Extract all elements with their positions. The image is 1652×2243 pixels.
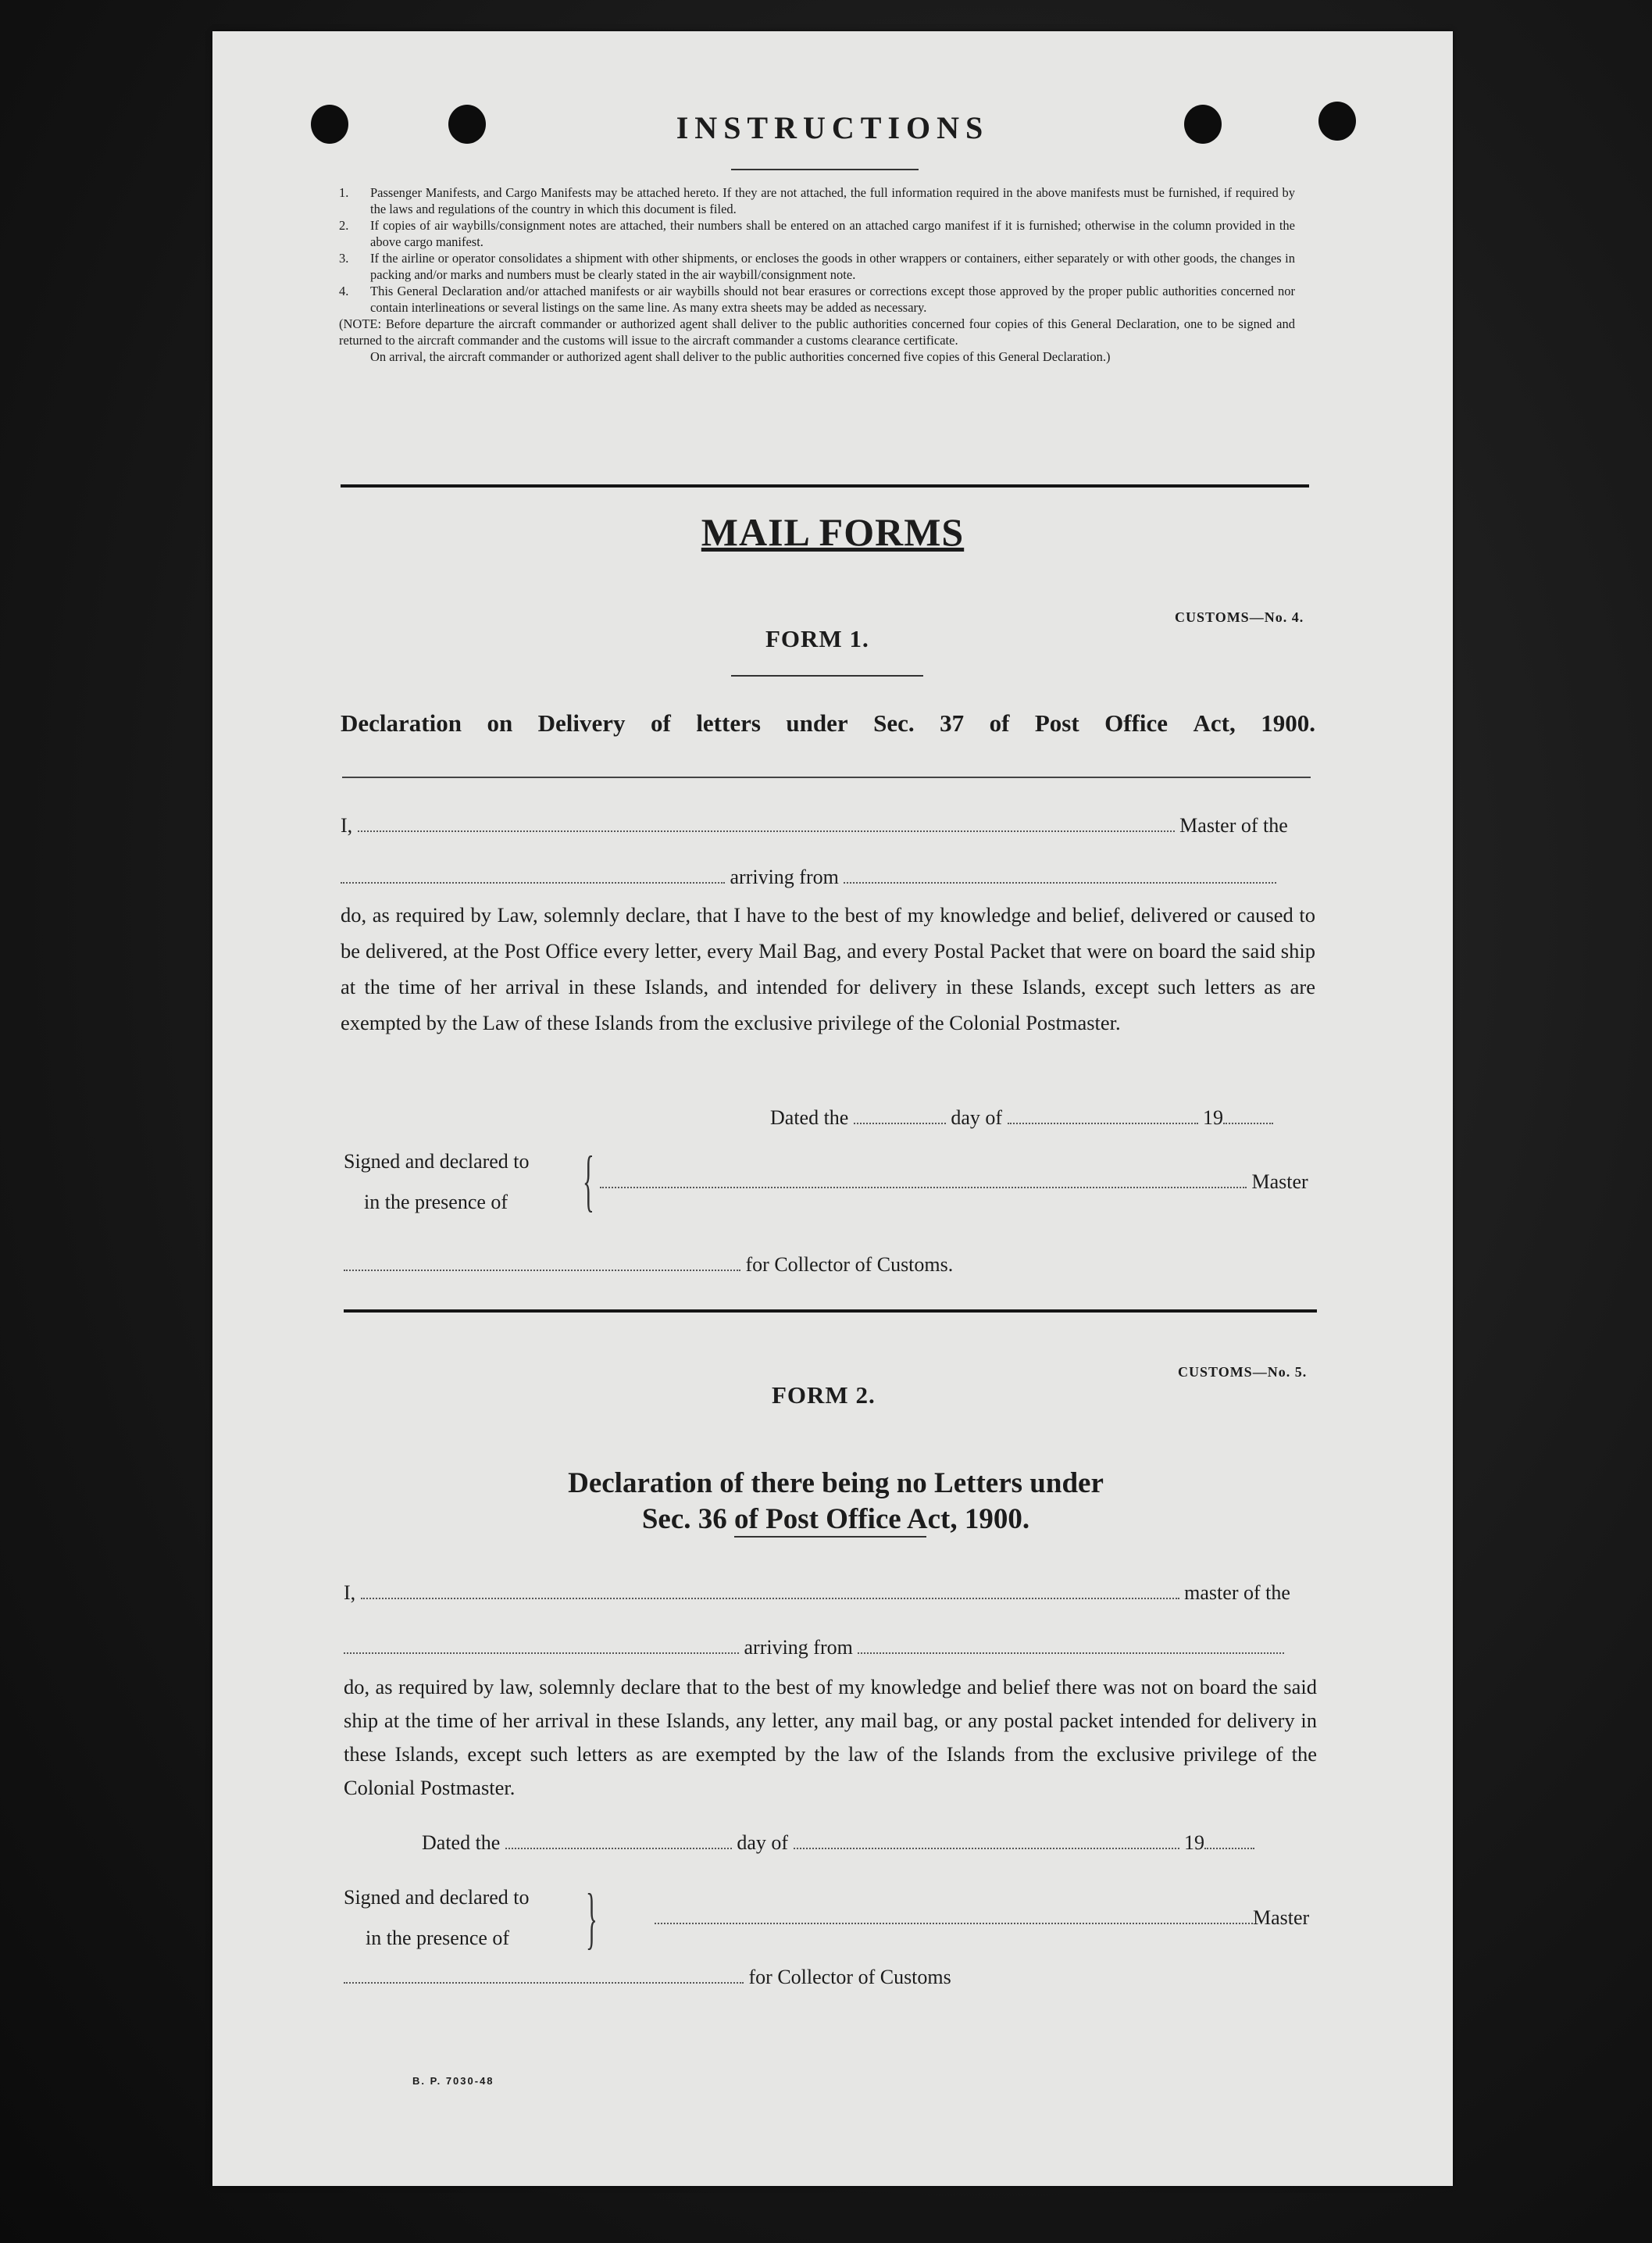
form1-date-field[interactable] bbox=[854, 1109, 946, 1124]
form2-customs-number: CUSTOMS—No. 5. bbox=[1178, 1364, 1308, 1380]
form1-name-field[interactable] bbox=[358, 816, 1175, 832]
form1-declaration-heading: Declaration on Delivery of letters under Sec. 37 of Post Office Act, 1900. bbox=[341, 709, 1315, 737]
form1-heading-rule bbox=[342, 777, 1311, 778]
document-page bbox=[212, 31, 1453, 2186]
form2-date-field[interactable] bbox=[505, 1834, 732, 1849]
form1-origin-field[interactable] bbox=[844, 868, 1276, 884]
form2-signed-label-1: Signed and declared to bbox=[344, 1886, 530, 1909]
form1-arriving-line: arriving from bbox=[341, 866, 1276, 889]
instructions-title: INSTRUCTIONS bbox=[676, 110, 990, 145]
form1-master-sign-line: Master bbox=[600, 1170, 1308, 1194]
printer-code: B. P. 7030-48 bbox=[412, 2075, 494, 2087]
mail-forms-title: MAIL FORMS bbox=[701, 510, 965, 554]
form2-arriving-line: arriving from bbox=[344, 1636, 1284, 1659]
form2-master-sign-line: Master bbox=[655, 1906, 1309, 1930]
form1-dated-line: Dated the day of 19 bbox=[770, 1106, 1273, 1130]
instruction-item: 1. Passenger Manifests, and Cargo Manifests may be attached hereto. If they are not attached, the full information required in the above manifests must be furnished, if required by the laws and regulations of the country in which this document is filed. bbox=[339, 185, 1295, 216]
form2-year-field[interactable] bbox=[1204, 1834, 1254, 1849]
form2-brace: } bbox=[586, 1880, 598, 1956]
instruction-item: 3. If the airline or operator consolidates a shipment with other shipments, or encloses the goods in other wrappers or containers, either separately or with other goods, the changes in packing and/or marks and numbers must be clearly stated in the air waybill/consignment note. bbox=[339, 251, 1295, 282]
form1-signed-label-2: in the presence of bbox=[364, 1191, 508, 1213]
form2-origin-field[interactable] bbox=[858, 1638, 1284, 1654]
form2-master-line: I, master of the bbox=[344, 1581, 1290, 1604]
form2-master-signature-field[interactable] bbox=[655, 1909, 1253, 1924]
form1-collector-line: for Collector of Customs. bbox=[344, 1253, 953, 1277]
form1-ship-field[interactable] bbox=[341, 868, 725, 884]
form1-month-field[interactable] bbox=[1008, 1109, 1198, 1124]
form1-body-text: do, as required by Law, solemnly declare, that I have to the best of my knowledge and belief, delivered or caused to be delivered, at the Post Office every letter, every Mail Bag, and every Postal Packet that were on board the said ship at the time of her arrival in these Islands, and intended for delivery in these Islands, except such letters as are exempted by the Law of these Islands from the exclusive privilege of the Colonial Postmaster. bbox=[341, 903, 1315, 1034]
form2-ship-field[interactable] bbox=[344, 1638, 739, 1654]
form1-master-signature-field[interactable] bbox=[600, 1173, 1247, 1188]
form2-body-text: do, as required by law, solemnly declare that to the best of my knowledge and belief there was not on board the said ship at the time of her arrival in these Islands, any letter, any mail bag, or any postal packet intended for delivery in these Islands, except such letters as are exempted by the law of the Islands from the exclusive privilege of the Colonial Postmaster. bbox=[344, 1675, 1317, 1799]
form2-title: FORM 2. bbox=[772, 1381, 876, 1409]
form2-signed-label-2: in the presence of bbox=[366, 1927, 510, 1949]
form2-collector-signature-field[interactable] bbox=[344, 1968, 744, 1984]
form1-title-underline bbox=[731, 675, 923, 677]
form2-collector-line: for Collector of Customs bbox=[344, 1966, 951, 1989]
instruction-item: 2. If copies of air waybills/consignment notes are attached, their numbers shall be entered on an attached cargo manifest if it is furnished; otherwise in the column provided in the above cargo manifest. bbox=[339, 218, 1295, 249]
form1-collector-signature-field[interactable] bbox=[344, 1255, 740, 1271]
form2-heading-underline bbox=[734, 1536, 926, 1538]
form2-name-field[interactable] bbox=[361, 1584, 1179, 1599]
form1-year-field[interactable] bbox=[1223, 1109, 1273, 1124]
title-underline bbox=[731, 169, 919, 170]
form2-declaration-heading: Declaration of there being no Letters under Sec. 36 of Post Office Act, 1900. bbox=[568, 1467, 1104, 1535]
instruction-note: (NOTE: Before departure the aircraft commander or authorized agent shall deliver to the public authorities concerned four copies of this General Declaration, one to be signed and returned to the aircraft commander and the customs will issue to the aircraft commander a customs clearance certificate. bbox=[339, 316, 1295, 348]
instruction-item: 4. This General Declaration and/or attached manifests or air waybills should not bear erasures or corrections except those approved by the proper public authorities concerned nor contain interlineations or several listings on the same line. As many extra sheets may be added as necessary. bbox=[339, 284, 1295, 315]
instructions-list bbox=[339, 184, 1295, 365]
form1-customs-number: CUSTOMS—No. 4. bbox=[1175, 609, 1304, 625]
form1-signed-label-1: Signed and declared to bbox=[344, 1150, 530, 1173]
section-divider bbox=[341, 484, 1309, 488]
form1-title: FORM 1. bbox=[765, 625, 869, 652]
form1-brace: { bbox=[583, 1143, 594, 1219]
form2-month-field[interactable] bbox=[794, 1834, 1179, 1849]
form2-dated-line: Dated the day of 19 bbox=[422, 1831, 1254, 1855]
form-divider bbox=[344, 1309, 1317, 1313]
instruction-note-arrival: On arrival, the aircraft commander or authorized agent shall deliver to the public authorities concerned five copies of this General Declaration.) bbox=[370, 349, 1111, 364]
form1-master-line: I, Master of the bbox=[341, 814, 1288, 837]
